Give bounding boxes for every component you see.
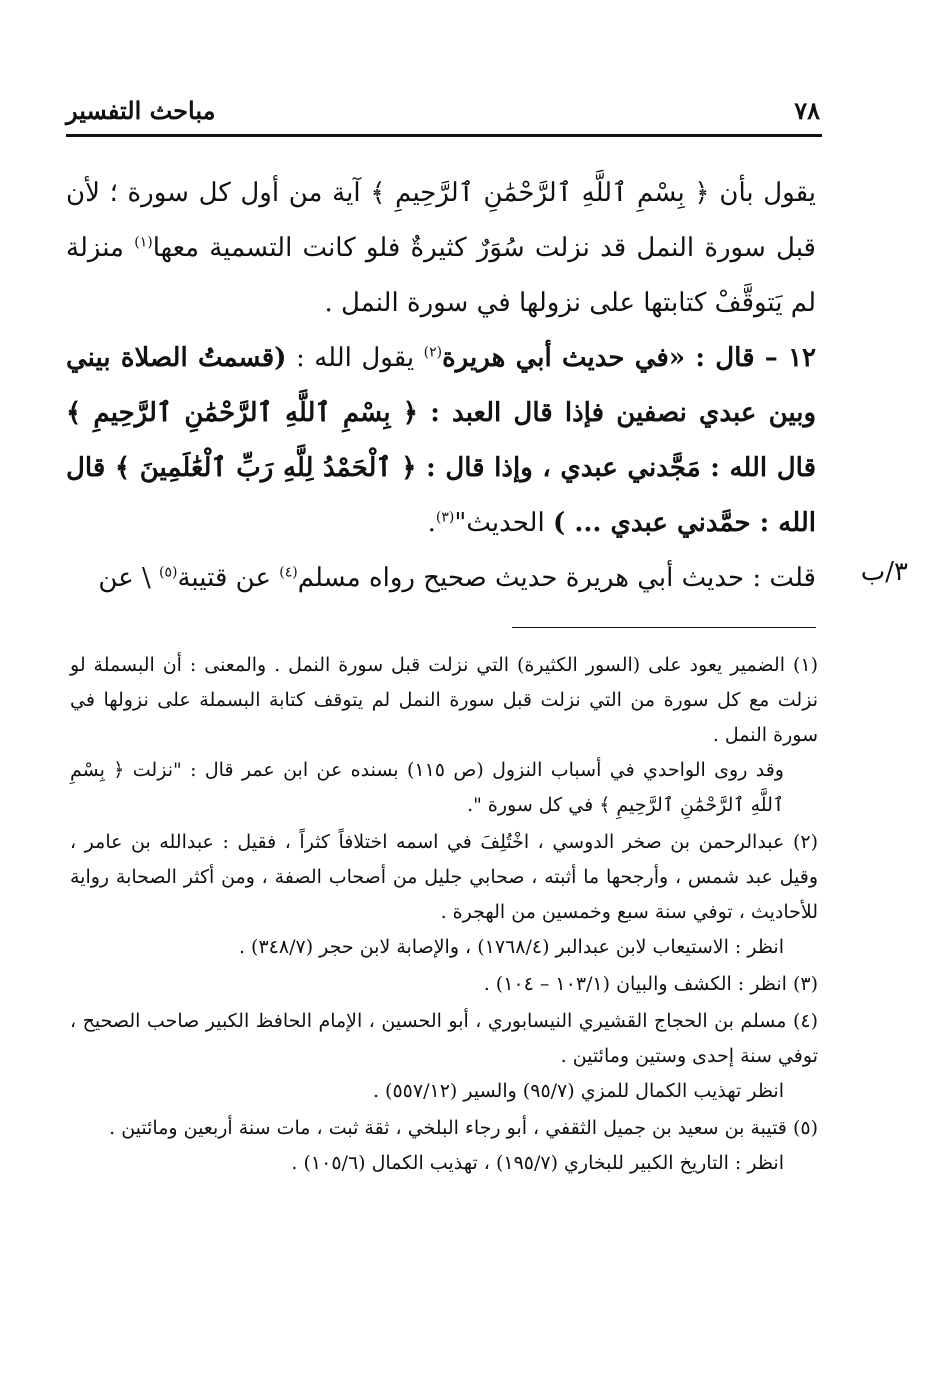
paragraph-3-end: \ عن bbox=[98, 563, 160, 593]
footnote-extra: انظر : الاستيعاب لابن عبدالبر (١٧٦٨/٤) ، والإصابة لابن حجر (٣٤٨/٧) . bbox=[238, 936, 784, 958]
footnote-text: مسلم بن الحجاج القشيري النيسابوري ، أبو الحسين ، الإمام الحافظ الكبير صاحب الصحيح ، توفي سنة إحدى وستين ومائتين . bbox=[70, 1010, 818, 1067]
footnote-number: (٤) bbox=[792, 1010, 818, 1032]
paragraph-1-end: منزلة لم يَتوقَّفْ كتابتها على نزولها في سورة النمل . bbox=[66, 233, 816, 318]
footnotes bbox=[70, 648, 818, 1183]
main-text bbox=[66, 166, 816, 606]
footnote-text: قتيبة بن سعيد بن جميل الثقفي ، أبو رجاء البلخي ، ثقة ثبت ، مات سنة أربعين ومائتين . bbox=[109, 1117, 787, 1139]
footnote-extra: وقد روى الواحدي في أسباب النزول (ص ١١٥) بسنده عن ابن عمر قال : "نزلت ﴿ بِسْمِ ٱللَّهِ ٱلرَّحْمَٰنِ ٱلرَّحِيمِ ﴾ في كل سورة ". bbox=[70, 759, 784, 816]
footnote-number: (٣) bbox=[792, 973, 818, 995]
footnote-number: (١) bbox=[792, 654, 818, 676]
paragraph-2-end: الحديث" bbox=[454, 508, 553, 538]
footnote-2 bbox=[70, 825, 818, 965]
paragraph-2-tail: . bbox=[427, 508, 436, 538]
paragraph-2-mid: يقول الله : bbox=[286, 343, 424, 373]
footnote-ref-4: (٤) bbox=[279, 564, 298, 581]
footnote-number: (٥) bbox=[792, 1117, 818, 1139]
footnote-5 bbox=[70, 1111, 818, 1181]
footnote-extra: انظر : التاريخ الكبير للبخاري (١٩٥/٧) ، تهذيب الكمال (١٠٥/٦) . bbox=[291, 1152, 784, 1174]
footnote-ref-3: (٣) bbox=[435, 509, 455, 526]
footnote-extra: انظر تهذيب الكمال للمزي (٩٥/٧) والسير (٥٥٧/١٢) . bbox=[372, 1080, 784, 1102]
paragraph-1-text: يقول بأن ﴿ بِسْمِ ٱللَّهِ ٱلرَّحْمَٰنِ ٱلرَّحِيمِ ﴾ آية من أول كل سورة ؛ لأن قبل سورة النمل قد نزلت سُوَرٌ كثيرةٌ فلو كانت التسمية معها bbox=[66, 178, 816, 263]
footnote-4 bbox=[70, 1004, 818, 1109]
footnote-text: الضمير يعود على (السور الكثيرة) التي نزلت قبل سورة النمل . والمعنى : أن البسملة لو نزلت مع كل سورة من التي نزلت قبل سورة النمل لم يتوقف كتابة البسملة على نزولها في سورة النمل . bbox=[70, 654, 818, 746]
running-title: مباحث التفسير bbox=[66, 96, 216, 125]
paragraph-3 bbox=[66, 551, 816, 606]
page-header bbox=[66, 96, 820, 130]
paragraph-2-start: ١٢ – قال : «في حديث أبي هريرة bbox=[442, 343, 816, 373]
manuscript-margin-note: ٣/ب bbox=[860, 557, 908, 587]
page-number: ٧٨ bbox=[794, 96, 820, 125]
footnote-ref-1: (١) bbox=[134, 234, 153, 251]
header-rule bbox=[66, 134, 822, 137]
paragraph-1 bbox=[66, 166, 816, 331]
footnote-text: عبدالرحمن بن صخر الدوسي ، اخْتُلِفَ في اسمه اختلافاً كثراً ، فقيل : عبدالله بن عامر ، وقيل عبد شمس ، وأرجحها ما أثبته ، صحابي جليل من أصحاب الصفة ، ومن أكثر الصحابة رواية للأحاديث ، توفي سنة سبع وخمسين من الهجرة . bbox=[70, 831, 818, 923]
footnote-ref-2: (٢) bbox=[423, 344, 443, 361]
hadith-quote: (قسمتُ الصلاة بيني وبين عبدي نصفين فإذا قال العبد : ﴿ بِسْمِ ٱللَّهِ ٱلرَّحْمَٰنِ ٱلرَّحِيمِ ﴾ قال الله : مَجَّدني عبدي ، وإذا قال : ﴿ ٱلْحَمْدُ لِلَّهِ رَبِّ ٱلْعَٰلَمِينَ ﴾ قال الله : حمَّدني عبدي ... ) bbox=[66, 343, 816, 538]
paragraph-3-start: قلت : حديث أبي هريرة حديث صحيح رواه مسلم bbox=[297, 563, 816, 593]
footnote-text: انظر : الكشف والبيان (١٠٣/١ – ١٠٤) . bbox=[483, 973, 787, 995]
footnote-3 bbox=[70, 967, 818, 1002]
paragraph-2 bbox=[66, 331, 816, 551]
footnote-ref-5: (٥) bbox=[159, 564, 178, 581]
footnote-separator bbox=[512, 627, 816, 628]
paragraph-3-mid: عن قتيبة bbox=[177, 563, 280, 593]
footnote-number: (٢) bbox=[792, 831, 818, 853]
footnote-1 bbox=[70, 648, 818, 823]
